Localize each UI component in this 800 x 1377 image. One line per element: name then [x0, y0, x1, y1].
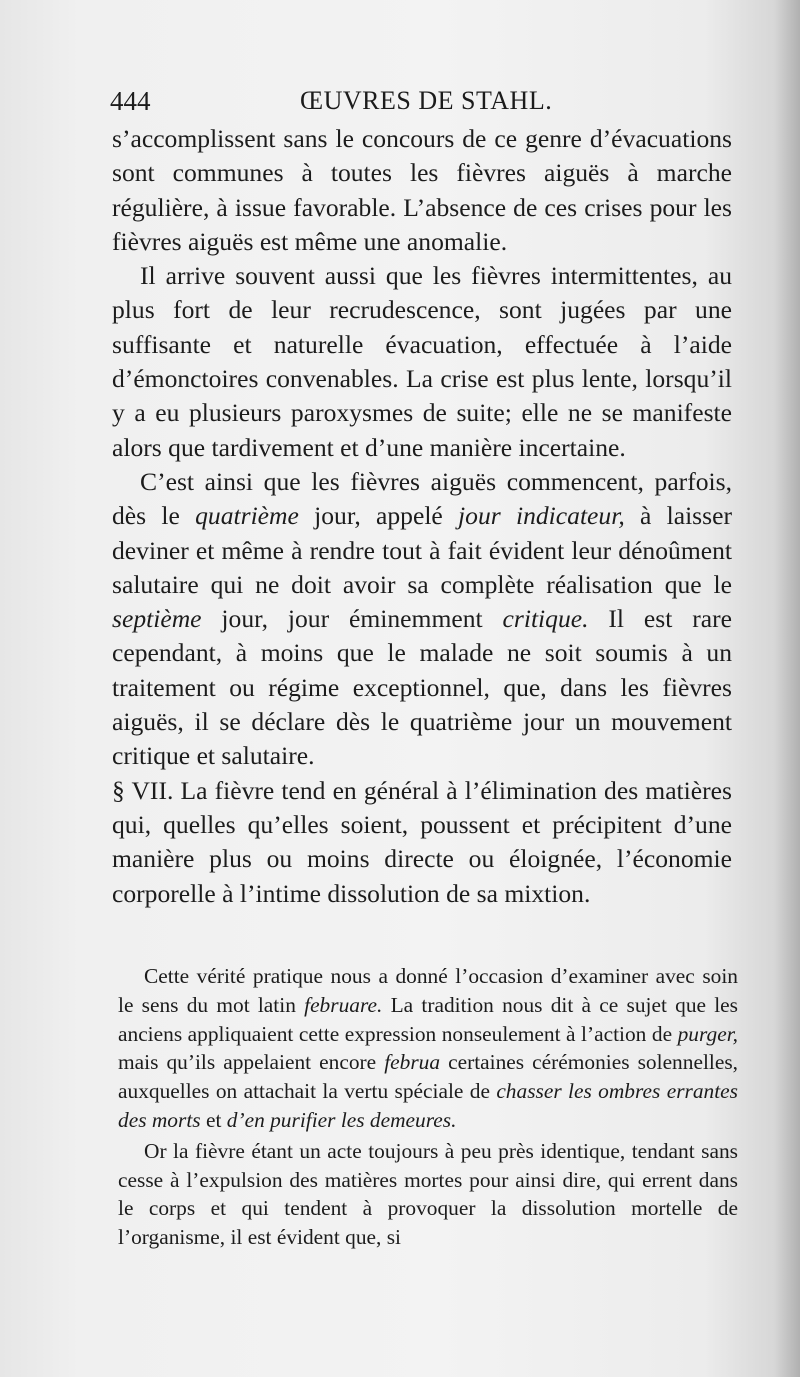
paragraph-continuation: s’accomplissent sans le concours de ce genre d’évacuations sont communes à toutes les fièvres aiguës à marche régulière, à issue favorable. L’absence de ces crises pour les fièvres aiguës est même une anomalie. — [112, 124, 732, 256]
italic-term: purger, — [677, 1021, 738, 1046]
italic-term: februa — [384, 1050, 441, 1075]
paragraph-critical-days — [112, 465, 732, 774]
note-paragraph-februare — [118, 962, 738, 1135]
italic-term: februare. — [304, 992, 383, 1017]
commentary-note — [118, 962, 738, 1252]
text-run: Cette vérité pratique nous a donné l’occasion d’examiner avec soin le sens du mot latin — [118, 964, 738, 1017]
text-run: jour, appelé — [298, 501, 459, 531]
text-run: Il est rare cependant, à moins que le malade ne soit soumis à un traitement ou régime exceptionnel, que, dans les fièvres aiguës, il se déclare dès le quatrième jour un mouvement critique et salutaire. — [112, 604, 732, 771]
running-title: ŒUVRES DE STAHL. — [300, 86, 553, 115]
italic-term: d’en purifier les demeures. — [226, 1107, 457, 1132]
text-run: jour, jour éminemment — [201, 604, 503, 634]
italic-term: quatrième — [195, 501, 299, 531]
italic-term: septième — [112, 604, 202, 634]
page-gutter-shadow — [774, 0, 800, 1377]
text-run: et — [200, 1107, 227, 1132]
note-paragraph-fever-act: Or la fièvre étant un acte toujours à peu près identique, tendant sans cesse à l’expulsion des matières mortes pour ainsi dire, qui errent dans le corps et qui tendent à provoquer la dissolution mortelle de l’organisme, il est évident que, si — [118, 1138, 738, 1250]
paragraph-intermittent-fevers: Il arrive souvent aussi que les fièvres intermittentes, au plus fort de leur recrudescence, sont jugées par une suffisante et naturelle évacuation, effectuée à l’aide d’émonctoires convenables. La crise est plus lente, lorsqu’il y a eu plusieurs paroxysmes de suite; elle ne se manifeste alors que tardivement et d’une manière incertaine. — [112, 261, 732, 462]
text-run: La tradition nous dit à ce sujet que les anciens appliquaient cette expression nonseulement à l’action de — [118, 992, 738, 1046]
text-run: certaines cérémonies solennelles, auxquelles on attachait la vertu spéciale de — [118, 1050, 738, 1104]
page-header — [110, 82, 728, 126]
main-text — [112, 122, 732, 911]
text-run: C’est ainsi que les fièvres aiguës commencent, parfois, dès le — [112, 466, 732, 531]
text-run: mais qu’ils appelaient encore — [118, 1050, 385, 1075]
italic-term: chasser les ombres errantes des morts — [118, 1079, 738, 1132]
text-run: à laisser deviner et même à rendre tout à fait évident leur dénoûment salutaire qui ne doit avoir sa complète réalisation que le — [112, 501, 732, 599]
page-number: 444 — [110, 86, 151, 116]
italic-term: critique. — [502, 604, 589, 634]
section-vii-paragraph: § VII. La fièvre tend en général à l’élimination des matières qui, quelles qu’elles soient, poussent et précipitent d’une manière plus ou moins directe ou éloignée, l’économie corporelle à l’intime dissolution de sa mixtion. — [112, 775, 732, 908]
italic-term: jour indicateur, — [458, 501, 625, 531]
